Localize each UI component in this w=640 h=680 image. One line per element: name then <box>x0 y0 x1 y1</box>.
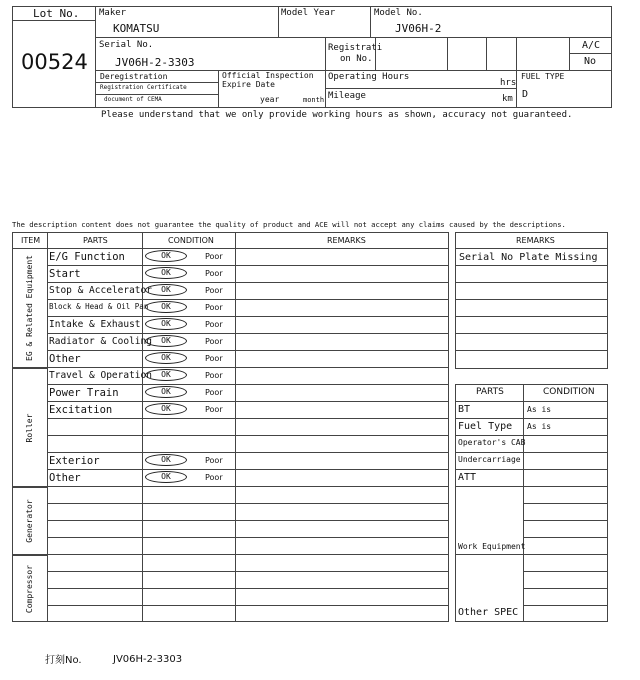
poor-option: Poor <box>205 269 223 278</box>
ok-option: OK <box>145 318 187 330</box>
serial-no-value: JV06H-2-3303 <box>115 56 195 69</box>
poor-option: Poor <box>205 337 223 346</box>
row-divider <box>12 367 449 368</box>
work-equipment-label: Work Equipment <box>458 542 526 551</box>
poor-option: Poor <box>205 354 223 363</box>
part-label: Power Train <box>49 387 119 399</box>
fuel-type-value: D <box>522 89 529 100</box>
side-row-divider <box>455 435 608 436</box>
side-part-label: Operator's CAB <box>458 438 526 447</box>
row-divider <box>47 316 449 317</box>
side-condition-value: As is <box>527 422 552 431</box>
part-label: Start <box>49 268 81 280</box>
other-spec-label: Other SPEC <box>458 607 519 618</box>
side-row-divider <box>455 486 608 487</box>
operating-hours-label: Operating Hours <box>328 72 410 82</box>
ok-option: OK <box>145 403 187 415</box>
part-label: Excitation <box>49 404 113 416</box>
stamp-no-label: 打刻No. <box>45 655 82 666</box>
row-divider <box>47 503 449 504</box>
side-condition-value: As is <box>527 405 552 414</box>
ok-option: OK <box>145 335 187 347</box>
row-divider <box>47 605 449 606</box>
group-label-eg: EG & Related Equipment <box>25 255 34 361</box>
side-row-divider <box>523 588 608 589</box>
row-divider <box>47 384 449 385</box>
ac-value: No <box>584 56 597 67</box>
inspection-label-2: Expire Date <box>222 80 275 89</box>
row-divider <box>47 537 449 538</box>
ok-option: OK <box>145 471 187 483</box>
poor-option: Poor <box>205 388 223 397</box>
row-divider <box>47 350 449 351</box>
ok-option: OK <box>145 284 187 296</box>
registration-certificate-label: Registration Certificate <box>100 84 187 91</box>
deregistration-label: Deregistration <box>100 72 168 81</box>
ok-option: OK <box>145 386 187 398</box>
ok-option: OK <box>145 267 187 279</box>
part-label: Exterior <box>49 455 100 467</box>
poor-option: Poor <box>205 286 223 295</box>
group-label-roller: Roller <box>25 413 34 443</box>
row-divider <box>47 265 449 266</box>
row-divider <box>47 418 449 419</box>
registration-label-2: on No. <box>340 54 373 64</box>
serial-no-label: Serial No. <box>99 40 154 50</box>
side-row-divider <box>455 469 608 470</box>
side-row-divider <box>455 418 608 419</box>
side-part-label: BT <box>458 404 471 415</box>
part-label: Other <box>49 472 81 484</box>
row-divider <box>47 435 449 436</box>
row-divider <box>12 486 449 487</box>
part-label: Block & Head & Oil Pan <box>49 302 149 311</box>
part-label: E/G Function <box>49 251 125 263</box>
fuel-type-label: FUEL TYPE <box>521 72 565 81</box>
model-no-value: JV06H-2 <box>395 22 442 35</box>
ok-option: OK <box>145 454 187 466</box>
lot-no-value: 00524 <box>21 50 88 74</box>
side-row-divider <box>455 452 608 453</box>
row-divider <box>47 401 449 402</box>
poor-option: Poor <box>205 320 223 329</box>
remarks-row-divider <box>455 316 608 317</box>
col-remarks-header: REMARKS <box>327 236 366 245</box>
registration-label-1: Registrati <box>328 43 383 53</box>
side-col-condition: CONDITION <box>543 387 595 397</box>
part-label: Other <box>49 353 81 365</box>
side-row-divider <box>523 605 608 606</box>
side-row-divider <box>455 554 523 555</box>
remarks-row-divider <box>455 350 608 351</box>
inspection-label-1: Official Inspection <box>222 71 314 80</box>
col-condition-header: CONDITION <box>168 236 214 245</box>
group-label-generator: Generator <box>25 499 34 543</box>
km-label: km <box>502 94 513 104</box>
poor-option: Poor <box>205 371 223 380</box>
ok-option: OK <box>145 301 187 313</box>
row-divider <box>47 571 449 572</box>
remarks-row-divider <box>455 265 608 266</box>
year-label: year <box>260 95 280 104</box>
side-part-label: Fuel Type <box>458 421 513 432</box>
poor-option: Poor <box>205 405 223 414</box>
lot-no-label: Lot No. <box>33 7 80 20</box>
row-divider <box>47 469 449 470</box>
col-parts-header: PARTS <box>83 236 108 245</box>
ok-option: OK <box>145 352 187 364</box>
side-row-divider <box>523 503 608 504</box>
col-item-header: ITEM <box>21 236 41 245</box>
row-divider <box>47 520 449 521</box>
poor-option: Poor <box>205 473 223 482</box>
row-divider <box>47 588 449 589</box>
poor-option: Poor <box>205 456 223 465</box>
remarks-cell: Serial No Plate Missing <box>459 252 598 263</box>
mileage-label: Mileage <box>328 91 366 101</box>
hours-notice: Please understand that we only provide working hours as shown, accuracy not guaranteed. <box>101 110 573 120</box>
row-divider <box>47 452 449 453</box>
poor-option: Poor <box>205 303 223 312</box>
row-divider <box>12 554 449 555</box>
row-divider <box>47 299 449 300</box>
part-label: Radiator & Cooling <box>49 336 152 347</box>
disclaimer-text: The description content does not guarantee the quality of product and ACE will not accept any claims caused by the descriptions. <box>12 220 566 229</box>
ok-option: OK <box>145 369 187 381</box>
model-no-label: Model No. <box>374 8 423 18</box>
side-col-parts: PARTS <box>476 387 504 397</box>
remarks-row-divider <box>455 333 608 334</box>
stamp-no-value: JV06H-2-3303 <box>113 654 183 665</box>
side-row-divider <box>523 537 608 538</box>
maker-label: Maker <box>99 8 127 18</box>
part-label: Travel & Operation <box>49 370 152 381</box>
maker-value: KOMATSU <box>113 22 160 35</box>
poor-option: Poor <box>205 252 223 261</box>
side-row-divider <box>523 554 608 555</box>
row-divider <box>47 333 449 334</box>
part-label: Stop & Accelerator <box>49 285 152 296</box>
model-year-label: Model Year <box>281 8 336 18</box>
side-part-label: ATT <box>458 472 477 483</box>
remarks-row-divider <box>455 299 608 300</box>
hrs-label: hrs <box>500 78 517 88</box>
remarks-header: REMARKS <box>516 236 555 245</box>
ac-label: A/C <box>582 40 601 51</box>
remarks-row-divider <box>455 282 608 283</box>
cema-document-label: document of CEMA <box>104 96 162 103</box>
month-label: month <box>303 96 325 104</box>
side-part-label: Undercarriage <box>458 455 521 464</box>
side-row-divider <box>523 520 608 521</box>
row-divider <box>47 282 449 283</box>
group-label-compressor: Compressor <box>25 564 34 614</box>
side-row-divider <box>523 571 608 572</box>
part-label: Intake & Exhaust <box>49 319 141 330</box>
ok-option: OK <box>145 250 187 262</box>
